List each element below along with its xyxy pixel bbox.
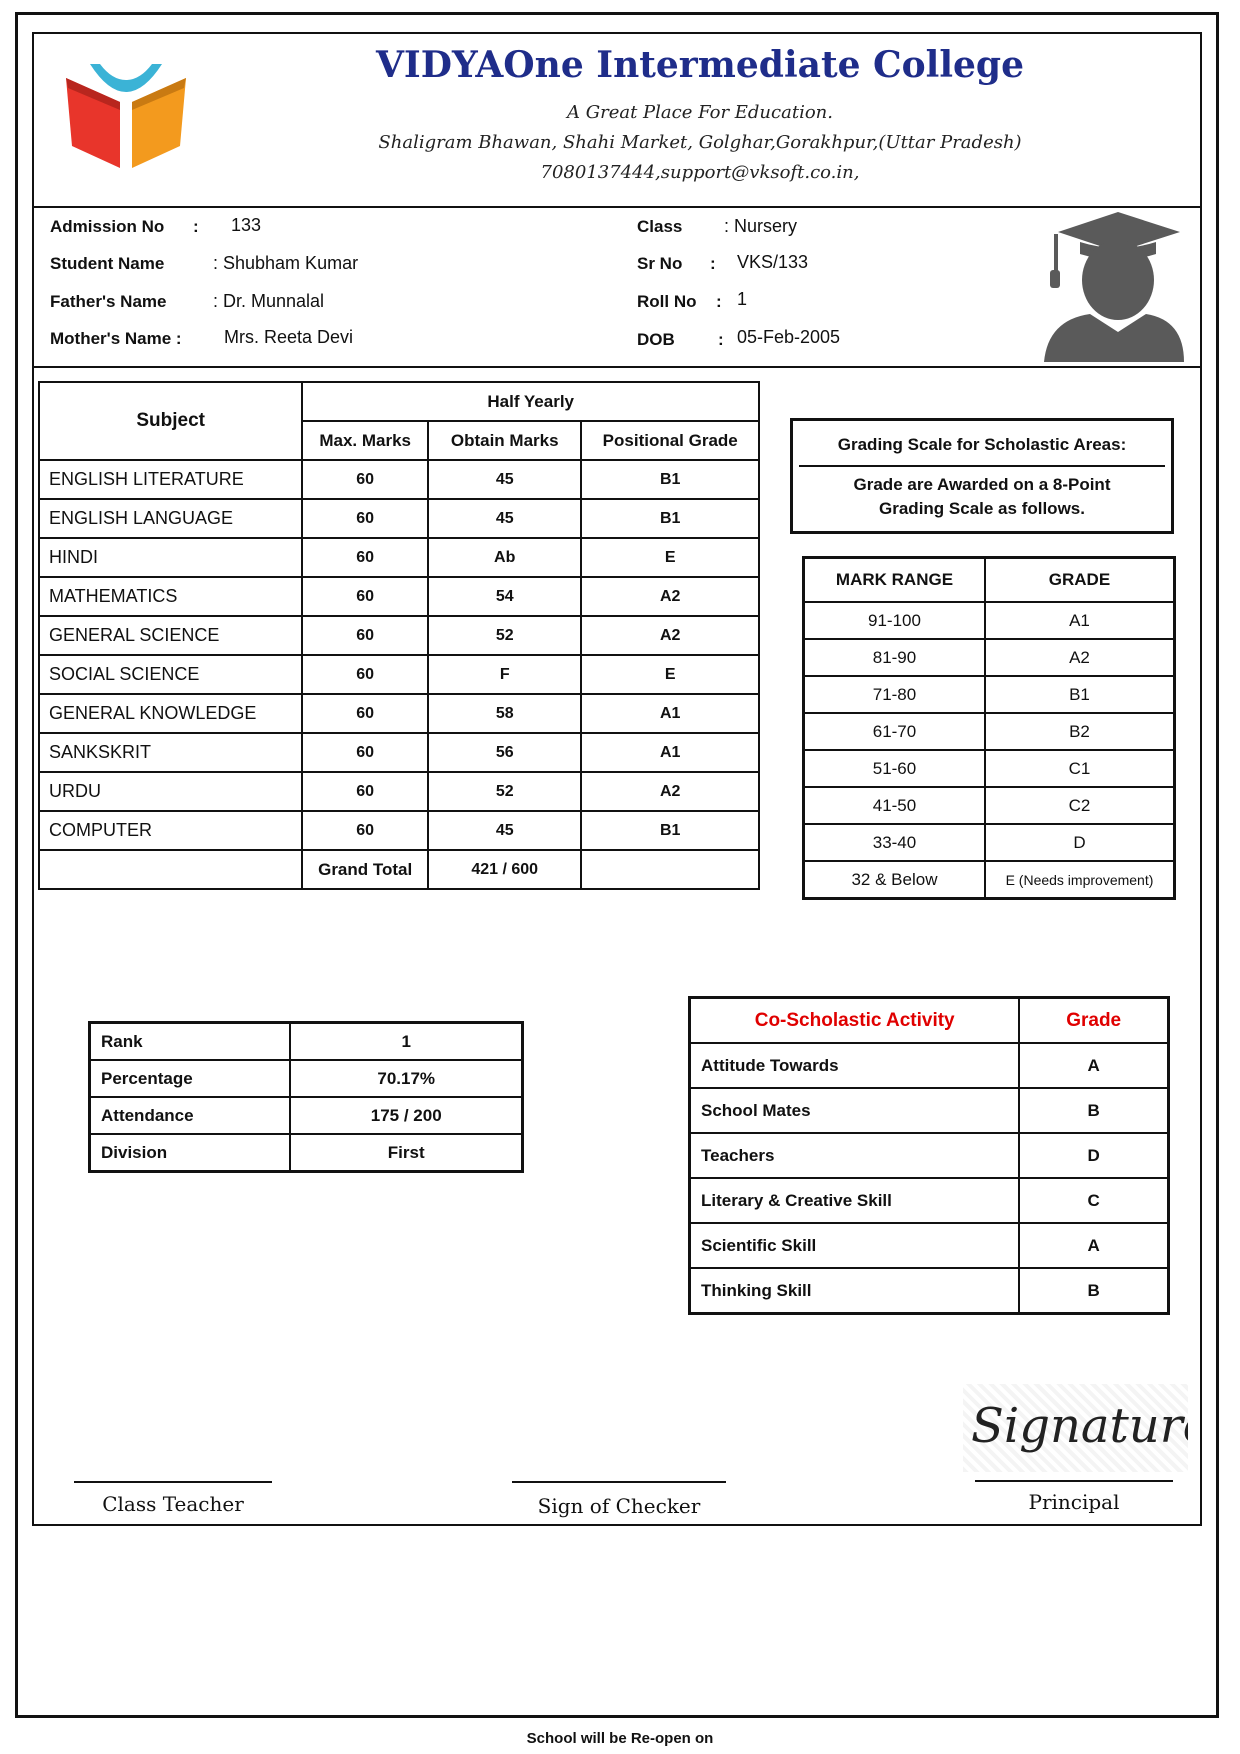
subject-name: SOCIAL SCIENCE <box>39 655 302 694</box>
co-grade: A <box>1019 1043 1168 1088</box>
table-row <box>690 1178 1169 1223</box>
max-marks: 60 <box>302 694 428 733</box>
reopen-note: School will be Re-open on <box>526 1730 714 1747</box>
checker-line <box>512 1481 726 1483</box>
obtain-marks-header: Obtain Marks <box>428 421 581 460</box>
college-contact: 7080137444,support@vksoft.co.in, <box>540 162 860 183</box>
principal-label: Principal <box>1028 1490 1120 1514</box>
college-address: Shaligram Bhawan, Shahi Market, Golghar,Gorakhpur,(Uttar Pradesh) <box>378 132 1022 153</box>
table-row <box>804 602 1175 639</box>
mark-range: 61-70 <box>804 713 985 750</box>
mark-range: 51-60 <box>804 750 985 787</box>
table-row <box>39 655 759 694</box>
student-photo <box>1040 210 1186 362</box>
student-name-label: Student Name <box>50 254 165 273</box>
info-divider <box>32 366 1202 368</box>
max-marks: 60 <box>302 538 428 577</box>
positional-grade: B1 <box>581 460 759 499</box>
grading-scale-box <box>790 418 1174 534</box>
mark-range: 91-100 <box>804 602 985 639</box>
subject-name: ENGLISH LANGUAGE <box>39 499 302 538</box>
max-marks: 60 <box>302 772 428 811</box>
table-row <box>90 1023 523 1061</box>
co-grade: A <box>1019 1223 1168 1268</box>
co-activity: Literary & Creative Skill <box>690 1178 1020 1223</box>
subject-name: GENERAL SCIENCE <box>39 616 302 655</box>
admission-no-colon: : <box>193 217 199 236</box>
mark-range: 41-50 <box>804 787 985 824</box>
summary-value: 1 <box>290 1023 522 1061</box>
signature-text: Signature <box>971 1398 1188 1454</box>
positional-grade: E <box>581 655 759 694</box>
co-activity: Scientific Skill <box>690 1223 1020 1268</box>
table-row <box>39 733 759 772</box>
class-teacher-line <box>74 1481 272 1483</box>
table-row <box>690 1133 1169 1178</box>
class-value: : Nursery <box>724 216 798 236</box>
subject-name: COMPUTER <box>39 811 302 850</box>
grading-scale-desc-1: Grade are Awarded on a 8-Point <box>853 475 1111 494</box>
obtain-marks: 45 <box>428 460 581 499</box>
grand-total-row <box>39 850 759 889</box>
roll-no-colon: : <box>716 292 722 311</box>
summary-label: Percentage <box>90 1060 291 1097</box>
summary-value: First <box>290 1134 522 1172</box>
obtain-marks: 56 <box>428 733 581 772</box>
summary-value: 175 / 200 <box>290 1097 522 1134</box>
co-grade: C <box>1019 1178 1168 1223</box>
subject-header: Subject <box>39 382 302 460</box>
table-row <box>690 1043 1169 1088</box>
table-row <box>804 750 1175 787</box>
student-name-value: : Shubham Kumar <box>213 253 359 273</box>
principal-line <box>975 1480 1173 1482</box>
max-marks: 60 <box>302 499 428 538</box>
header-divider <box>32 206 1202 208</box>
dob-label: DOB <box>637 330 675 349</box>
subject-name: HINDI <box>39 538 302 577</box>
table-row <box>39 538 759 577</box>
marks-table <box>38 381 760 890</box>
table-row <box>39 577 759 616</box>
table-row <box>39 499 759 538</box>
summary-label: Rank <box>90 1023 291 1061</box>
principal-signature-image <box>963 1384 1188 1472</box>
positional-grade: A2 <box>581 616 759 655</box>
table-row <box>690 1268 1169 1314</box>
father-name-label: Father's Name <box>50 292 167 311</box>
college-logo <box>58 58 194 170</box>
table-row <box>804 676 1175 713</box>
sr-no-value: VKS/133 <box>737 252 809 272</box>
co-activity: Attitude Towards <box>690 1043 1020 1088</box>
positional-grade: A1 <box>581 733 759 772</box>
table-row <box>804 713 1175 750</box>
grand-total-value: 421 / 600 <box>428 850 581 889</box>
grading-scale-desc-2: Grading Scale as follows. <box>879 499 1085 518</box>
mark-range-table <box>802 556 1176 900</box>
empty-cell <box>581 850 759 889</box>
grade: D <box>985 824 1175 861</box>
positional-grade: B1 <box>581 499 759 538</box>
table-row <box>690 1223 1169 1268</box>
co-activity-header: Co-Scholastic Activity <box>690 998 1020 1044</box>
sr-no-colon: : <box>710 254 716 273</box>
positional-grade: B1 <box>581 811 759 850</box>
co-grade: D <box>1019 1133 1168 1178</box>
table-row <box>39 772 759 811</box>
obtain-marks: Ab <box>428 538 581 577</box>
grade: C1 <box>985 750 1175 787</box>
subject-name: URDU <box>39 772 302 811</box>
mark-range: 32 & Below <box>804 861 985 899</box>
co-activity: Thinking Skill <box>690 1268 1020 1314</box>
checker-label: Sign of Checker <box>537 1494 701 1518</box>
obtain-marks: 58 <box>428 694 581 733</box>
positional-grade: E <box>581 538 759 577</box>
co-grade: B <box>1019 1268 1168 1314</box>
co-grade: B <box>1019 1088 1168 1133</box>
positional-grade: A1 <box>581 694 759 733</box>
co-scholastic-table <box>688 996 1170 1315</box>
grade: B2 <box>985 713 1175 750</box>
father-name-value: : Dr. Munnalal <box>213 291 325 311</box>
table-row <box>804 861 1175 899</box>
obtain-marks: 54 <box>428 577 581 616</box>
table-row <box>804 787 1175 824</box>
subject-name: ENGLISH LITERATURE <box>39 460 302 499</box>
grade: A2 <box>985 639 1175 676</box>
term-header: Half Yearly <box>302 382 759 421</box>
roll-no-label: Roll No <box>637 292 697 311</box>
table-row <box>804 639 1175 676</box>
admission-no-label: Admission No <box>50 217 165 236</box>
admission-no-value: 133 <box>231 215 262 235</box>
max-marks: 60 <box>302 577 428 616</box>
table-row <box>39 811 759 850</box>
grade: B1 <box>985 676 1175 713</box>
table-row <box>804 824 1175 861</box>
positional-grade: A2 <box>581 577 759 616</box>
subject-name: MATHEMATICS <box>39 577 302 616</box>
sr-no-label: Sr No <box>637 254 683 273</box>
co-activity: School Mates <box>690 1088 1020 1133</box>
mother-name-value: Mrs. Reeta Devi <box>224 327 354 347</box>
max-marks: 60 <box>302 733 428 772</box>
graduate-avatar-icon <box>1040 210 1186 362</box>
grade: E (Needs improvement) <box>985 861 1175 899</box>
college-name: VIDYAOne Intermediate College <box>375 44 1025 86</box>
max-marks-header: Max. Marks <box>302 421 428 460</box>
subject-name: SANKSKRIT <box>39 733 302 772</box>
table-row <box>90 1097 523 1134</box>
obtain-marks: F <box>428 655 581 694</box>
obtain-marks: 52 <box>428 616 581 655</box>
empty-cell <box>39 850 302 889</box>
max-marks: 60 <box>302 616 428 655</box>
table-row <box>90 1134 523 1172</box>
class-label: Class <box>637 217 683 236</box>
summary-label: Attendance <box>90 1097 291 1134</box>
table-row <box>39 694 759 733</box>
table-row <box>39 460 759 499</box>
table-row <box>90 1060 523 1097</box>
dob-value: 05-Feb-2005 <box>737 327 841 347</box>
mark-range-header: MARK RANGE <box>804 558 985 603</box>
grade: C2 <box>985 787 1175 824</box>
grading-scale-title: Grading Scale for Scholastic Areas: <box>799 421 1165 467</box>
co-activity: Teachers <box>690 1133 1020 1178</box>
table-row <box>690 1088 1169 1133</box>
summary-label: Division <box>90 1134 291 1172</box>
max-marks: 60 <box>302 460 428 499</box>
mark-range: 71-80 <box>804 676 985 713</box>
college-tagline: A Great Place For Education. <box>567 102 833 123</box>
table-row <box>39 616 759 655</box>
max-marks: 60 <box>302 811 428 850</box>
obtain-marks: 45 <box>428 499 581 538</box>
mark-range: 81-90 <box>804 639 985 676</box>
summary-table <box>88 1021 524 1173</box>
class-teacher-label: Class Teacher <box>102 1492 244 1516</box>
obtain-marks: 45 <box>428 811 581 850</box>
grade: A1 <box>985 602 1175 639</box>
open-book-logo-icon <box>58 58 194 170</box>
roll-no-value: 1 <box>737 289 748 309</box>
max-marks: 60 <box>302 655 428 694</box>
positional-grade-header: Positional Grade <box>581 421 759 460</box>
mark-range: 33-40 <box>804 824 985 861</box>
subject-name: GENERAL KNOWLEDGE <box>39 694 302 733</box>
grade-header: GRADE <box>985 558 1175 603</box>
dob-colon: : <box>718 330 724 349</box>
positional-grade: A2 <box>581 772 759 811</box>
obtain-marks: 52 <box>428 772 581 811</box>
signature-scribble-icon <box>963 1384 1188 1472</box>
co-grade-header: Grade <box>1019 998 1168 1044</box>
mother-name-label: Mother's Name : <box>50 329 182 348</box>
grand-total-label: Grand Total <box>302 850 428 889</box>
summary-value: 70.17% <box>290 1060 522 1097</box>
